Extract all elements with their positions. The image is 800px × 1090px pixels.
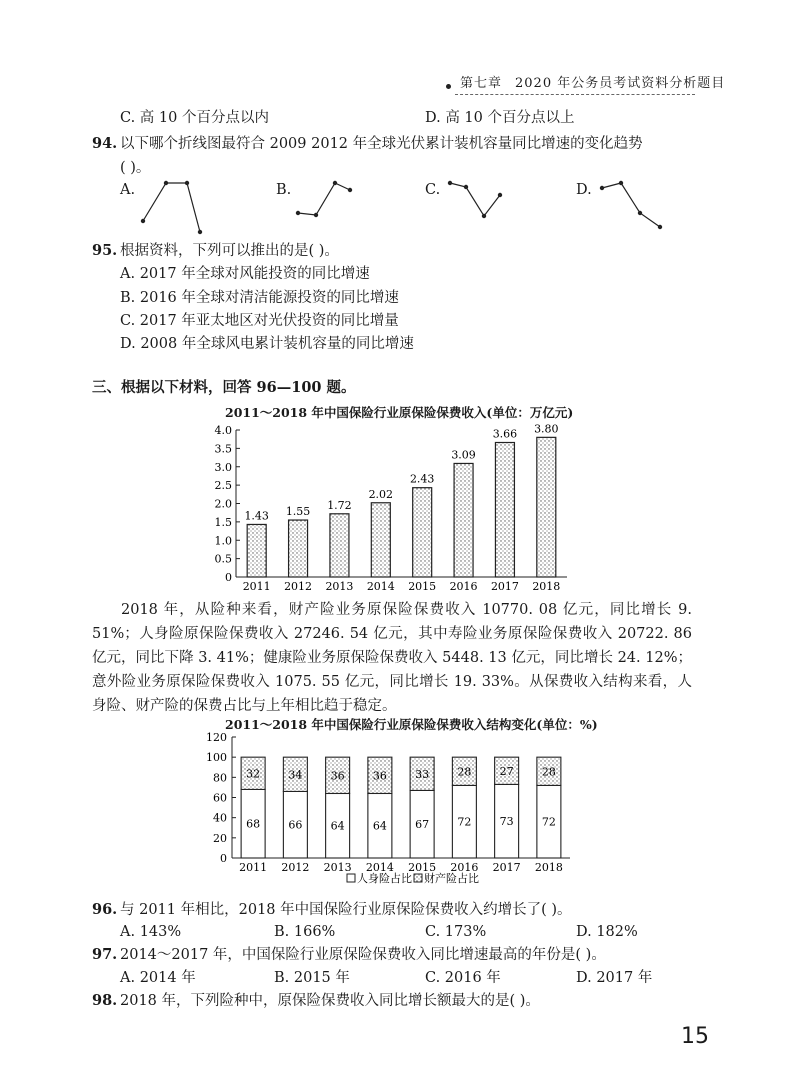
chart2-y-tick-label: 80	[213, 771, 227, 785]
chart2-property-label-2016: 28	[457, 765, 472, 779]
chart1-y-tick-label: 4.0	[214, 424, 232, 437]
chart2-x-label-2013: 2013	[323, 861, 352, 874]
material-paragraph: 2018 年，从险种来看，财产险业务原保险保费收入 10770. 08 亿元，同比增长 9. 51%；人身险原保险保费收入 27246. 54 亿元，其中寿险业务原保险保费收入 20722. 86 亿元，同比下降 3. 41%；健康险业务原保险保费收入 5448. 13 亿元，同比增长 24. 12%；意外险业务原保险保费收入 1075. 55 亿元，同比增长 19. 33%。从保费收入结构来看，人身险、财产险的保费占比与上年相比趋于稳定。	[92, 602, 692, 714]
chart1-x-label-2017: 2017	[490, 580, 519, 593]
q95-stem: 根据资料，下列可以推出的是( )。	[120, 243, 339, 259]
chart2-property-label-2012: 34	[288, 768, 303, 782]
chart1-value-label-2012: 1.55	[285, 505, 311, 519]
chart2-life-label-2018: 72	[541, 815, 556, 829]
chart2-legend-property-label: 财产险占比	[424, 872, 479, 885]
chart2-life-label-2015: 67	[415, 818, 430, 832]
section-3-title: 三、根据以下材料，回答 96—100 题。	[92, 379, 356, 396]
chart1-y-tick-label: 1.0	[214, 534, 232, 548]
chart2-x-label-2018: 2018	[534, 861, 563, 874]
chart2-legend-life-label: 人身险占比	[357, 872, 412, 885]
chart2-legend-property-swatch	[414, 874, 422, 882]
q94-option-a-label: A.	[120, 182, 136, 198]
chart2-life-label-2012: 66	[288, 818, 303, 832]
q96-number: 96.	[92, 901, 118, 918]
chart1-x-label-2012: 2012	[284, 580, 313, 593]
chart2-life-label-2016: 72	[457, 815, 472, 829]
chart1-value-label-2016: 3.09	[451, 448, 476, 462]
chart1-y-tick-label: 1.5	[214, 515, 232, 529]
q98-stem: 2018 年，下列险种中，原保险保费收入同比增长额最大的是( )。	[120, 993, 540, 1009]
chart2-y-tick-label: 40	[213, 811, 227, 825]
q94-option-d-label: D.	[576, 182, 592, 198]
chart2-x-label-2016: 2016	[450, 861, 479, 874]
q96-option-b: B. 166%	[274, 924, 336, 940]
chart2-x-label-2015: 2015	[408, 861, 437, 874]
q95-option-b: B. 2016 年全球对清洁能源投资的同比增速	[120, 290, 399, 306]
chart2-life-label-2013: 64	[330, 819, 345, 833]
q94-option-b-label: B.	[276, 182, 292, 198]
header-chapter: 第七章	[460, 76, 503, 91]
chart1-value-label-2011: 1.43	[244, 509, 269, 523]
q95-option-d: D. 2008 年全球风电累计装机容量的同比增速	[120, 336, 414, 352]
chart2-x-label-2011: 2011	[239, 861, 268, 874]
q94-stem-line1: 以下哪个折线图最符合 2009 2012 年全球光伏累计装机容量同比增速的变化趋势	[120, 136, 643, 152]
chart2-property-label-2013: 36	[330, 769, 345, 783]
chart1-value-label-2015: 2.43	[409, 472, 435, 486]
chart2-y-tick-label: 120	[206, 731, 227, 744]
chart1-y-tick-label: 0.5	[214, 552, 232, 566]
chart2-y-tick-label: 0	[220, 852, 227, 865]
chart1-x-label-2018: 2018	[532, 580, 561, 593]
chart1-value-label-2013: 1.72	[327, 498, 352, 512]
chart1-value-label-2014: 2.02	[368, 487, 394, 501]
chart2-y-tick-label: 60	[213, 791, 227, 805]
q97-option-c: C. 2016 年	[425, 970, 501, 986]
page-number: 15	[681, 1024, 709, 1049]
header-title: 2020 年公务员考试资料分析题目	[515, 76, 726, 91]
chart2-y-tick-label: 20	[213, 831, 227, 845]
chart1-x-label-2015: 2015	[408, 580, 437, 593]
q94-number: 94.	[92, 135, 118, 152]
chart1-x-label-2013: 2013	[325, 580, 354, 593]
chart1-title: 2011～2018 年中国保险行业原保险保费收入(单位：万亿元)	[225, 405, 574, 420]
q96-option-d: D. 182%	[576, 924, 638, 940]
q96-option-a: A. 143%	[120, 924, 182, 940]
chart2-property-label-2017: 27	[499, 764, 514, 778]
chart2-life-label-2011: 68	[246, 817, 261, 831]
q95-option-a: A. 2017 年全球对风能投资的同比增速	[120, 266, 370, 282]
q96-option-c: C. 173%	[425, 924, 487, 940]
chart2-x-label-2014: 2014	[365, 861, 394, 874]
chart2-property-label-2018: 28	[541, 765, 556, 779]
chart2-x-label-2017: 2017	[492, 861, 521, 874]
q98-number: 98.	[92, 992, 118, 1009]
q95-number: 95.	[92, 242, 118, 259]
chart2-y-tick-label: 100	[206, 751, 227, 765]
q94-option-c-label: C.	[425, 182, 441, 198]
chart1-value-label-2018: 3.80	[534, 422, 559, 436]
chart1-x-label-2011: 2011	[242, 580, 271, 593]
chart2-legend-life-swatch	[347, 874, 355, 882]
chart2-life-label-2017: 73	[499, 815, 514, 829]
chart2-life-label-2014: 64	[372, 819, 387, 833]
q93-option-c: C. 高 10 个百分点以内	[120, 110, 269, 126]
chart1-x-label-2016: 2016	[449, 580, 478, 593]
chart1-y-tick-label: 3.0	[214, 460, 232, 474]
q97-option-b: B. 2015 年	[274, 970, 350, 986]
q97-stem: 2014～2017 年，中国保险行业原保险保费收入同比增速最高的年份是( )。	[120, 947, 606, 963]
q96-stem: 与 2011 年相比，2018 年中国保险行业原保险保费收入约增长了( )。	[120, 902, 572, 918]
q94-stem-line2: ( )。	[120, 160, 151, 176]
q93-option-d: D. 高 10 个百分点以上	[425, 110, 575, 126]
chart2-property-label-2011: 32	[246, 767, 261, 781]
q97-option-d: D. 2017 年	[576, 970, 653, 986]
chart2-property-label-2014: 36	[372, 769, 387, 783]
chart2-x-label-2012: 2012	[281, 861, 310, 874]
chart1-value-label-2017: 3.66	[492, 427, 518, 441]
chart2-title: 2011～2018 年中国保险行业原保险保费收入结构变化(单位：%)	[225, 717, 598, 732]
q97-option-a: A. 2014 年	[120, 970, 196, 986]
chart1-x-label-2014: 2014	[366, 580, 395, 593]
chart1-y-tick-label: 0	[225, 571, 232, 584]
chart1-y-tick-label: 2.0	[214, 497, 232, 511]
q95-option-c: C. 2017 年亚太地区对光伏投资的同比增量	[120, 313, 399, 329]
chart1-y-tick-label: 2.5	[214, 479, 232, 493]
chart1-y-tick-label: 3.5	[214, 442, 232, 456]
chart2-property-label-2015: 33	[415, 767, 430, 781]
q97-number: 97.	[92, 946, 118, 963]
